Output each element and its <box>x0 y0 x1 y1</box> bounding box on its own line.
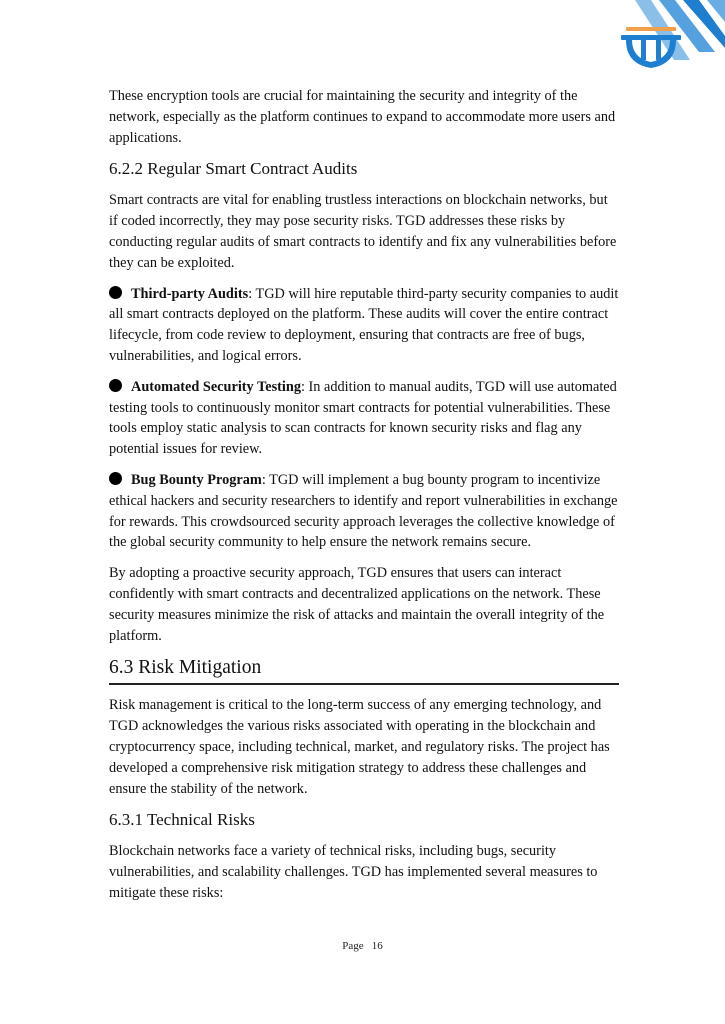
heading-6-2-2: 6.2.2 Regular Smart Contract Audits <box>109 159 358 179</box>
bullet-icon <box>109 472 122 485</box>
intro-paragraph: These encryption tools are crucial for maintaining the security and integrity of the network, especially as the platform continues to expand to accommodate more users and applications. <box>109 88 616 146</box>
page-footer <box>0 940 725 952</box>
section-6-2-2-paragraph: Smart contracts are vital for enabling trustless interactions on blockchain networks, but if coded incorrectly, they may pose security risks. TGD addresses these risks by conducting regular audits of smart contracts to identify and fix any vulnerabilities before they can be exploited. <box>109 192 617 271</box>
page-label: Page <box>342 940 364 952</box>
bullet-item-third-party-audits <box>109 284 619 367</box>
bullet-title: Bug Bounty Program <box>131 471 262 488</box>
section-6-3-1-paragraph: Blockchain networks face a variety of technical risks, including bugs, security vulnerabilities, and scalability challenges. TGD has implemented several measures to mitigate these risks: <box>109 843 598 901</box>
page-number: 16 <box>371 940 383 952</box>
section-6-2-2-closing-paragraph: By adopting a proactive security approach, TGD ensures that users can interact confidently with smart contracts and decentralized applications on the network. These security measures minimize the risk of attacks and maintain the overall integrity of the platform. <box>109 565 605 644</box>
bullet-text: : TGD will hire reputable third-party security companies to audit all smart contracts deployed on the platform. These audits will cover the entire contract lifecycle, from code review to deployment, ensuring that contracts are free of bugs, vulnerabilities, and logical errors. <box>109 285 619 364</box>
heading-6-3: 6.3 Risk Mitigation <box>109 656 619 685</box>
bullet-item-automated-security-testing <box>109 377 619 460</box>
bullet-item-bug-bounty-program <box>109 470 619 553</box>
bullet-title: Automated Security Testing <box>131 378 301 395</box>
bullet-icon <box>109 286 122 299</box>
heading-6-3-1: 6.3.1 Technical Risks <box>109 810 255 830</box>
tgd-logo-icon <box>620 24 682 70</box>
bullet-title: Third-party Audits <box>131 285 249 302</box>
page-content <box>109 86 619 904</box>
bullet-icon <box>109 379 122 392</box>
bullet-text: : TGD will implement a bug bounty program to incentivize ethical hackers and security researchers to identify and report vulnerabilities in exchange for rewards. This crowdsourced security approach leverages the collective knowledge of the global security community to help ensure the network remains secure. <box>109 471 618 551</box>
bullet-text: : In addition to manual audits, TGD will use automated testing tools to continuously monitor smart contracts for potential vulnerabilities. These tools employ static analysis to scan contracts for known security risks and flag any potential issues for review. <box>109 378 617 458</box>
section-6-3-paragraph: Risk management is critical to the long-term success of any emerging technology, and TGD acknowledges the various risks associated with operating in the blockchain and cryptocurrency space, including technical, market, and regulatory risks. The project has developed a comprehensive risk mitigation strategy to address these challenges and ensure the stability of the network. <box>109 697 610 797</box>
